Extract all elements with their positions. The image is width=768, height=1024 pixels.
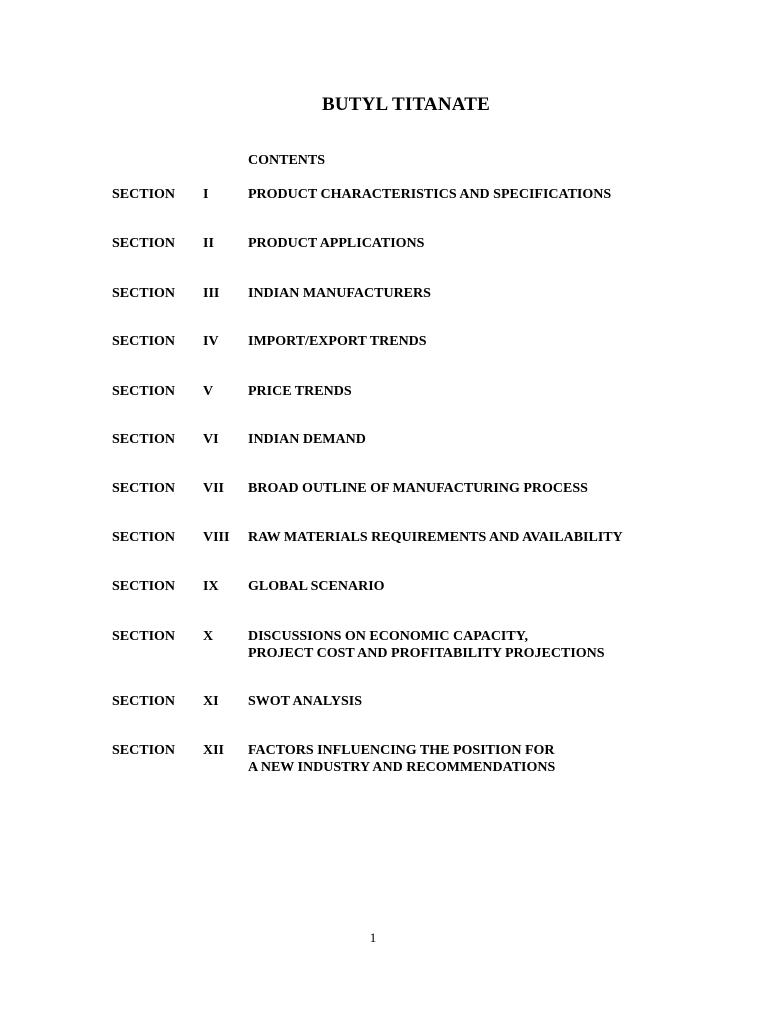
section-numeral: VI bbox=[203, 432, 219, 447]
section-title-line: IMPORT/EXPORT TRENDS bbox=[248, 334, 427, 349]
section-numeral: XI bbox=[203, 694, 219, 709]
section-numeral: V bbox=[203, 384, 214, 399]
section-title-line: A NEW INDUSTRY AND RECOMMENDATIONS bbox=[248, 760, 556, 775]
section-label: SECTION bbox=[112, 432, 176, 447]
section-label: SECTION bbox=[112, 384, 176, 399]
section-label: SECTION bbox=[112, 334, 176, 349]
section-title bbox=[248, 235, 748, 252]
section-numeral: X bbox=[203, 629, 214, 644]
section-label: SECTION bbox=[112, 694, 176, 709]
section-title bbox=[248, 285, 748, 302]
document-title: BUTYL TITANATE bbox=[321, 94, 491, 115]
section-numeral: III bbox=[203, 286, 220, 301]
section-title bbox=[248, 529, 748, 546]
section-title-line: DISCUSSIONS ON ECONOMIC CAPACITY, bbox=[248, 629, 529, 644]
section-numeral: I bbox=[203, 187, 209, 202]
section-title bbox=[248, 333, 748, 350]
section-numeral: XII bbox=[203, 743, 225, 758]
section-label: SECTION bbox=[112, 481, 176, 496]
section-label: SECTION bbox=[112, 579, 176, 594]
section-label: SECTION bbox=[112, 629, 176, 644]
section-numeral: VII bbox=[203, 481, 225, 496]
section-title-line: SWOT ANALYSIS bbox=[248, 694, 363, 709]
section-label: SECTION bbox=[112, 743, 176, 758]
section-title bbox=[248, 186, 748, 203]
section-title bbox=[248, 383, 748, 400]
section-title-line: PRODUCT APPLICATIONS bbox=[248, 236, 425, 251]
page-number: 1 bbox=[369, 930, 377, 945]
section-title-line: FACTORS INFLUENCING THE POSITION FOR bbox=[248, 743, 555, 758]
section-title-line: RAW MATERIALS REQUIREMENTS AND AVAILABILITY bbox=[248, 530, 623, 545]
section-label: SECTION bbox=[112, 236, 176, 251]
section-title bbox=[248, 693, 748, 710]
section-title-line: PROJECT COST AND PROFITABILITY PROJECTIONS bbox=[248, 646, 605, 661]
section-label: SECTION bbox=[112, 286, 176, 301]
section-title bbox=[248, 628, 748, 662]
section-title bbox=[248, 431, 748, 448]
section-title-line: PRODUCT CHARACTERISTICS AND SPECIFICATIONS bbox=[248, 187, 612, 202]
section-title-line: PRICE TRENDS bbox=[248, 384, 352, 399]
contents-heading: CONTENTS bbox=[248, 153, 326, 168]
section-title-line: GLOBAL SCENARIO bbox=[248, 579, 385, 594]
section-label: SECTION bbox=[112, 187, 176, 202]
section-title-line: INDIAN DEMAND bbox=[248, 432, 366, 447]
section-numeral: IV bbox=[203, 334, 219, 349]
section-title bbox=[248, 742, 748, 776]
section-numeral: IX bbox=[203, 579, 219, 594]
section-title bbox=[248, 480, 748, 497]
section-numeral: VIII bbox=[203, 530, 230, 545]
section-title-line: INDIAN MANUFACTURERS bbox=[248, 286, 431, 301]
section-title bbox=[248, 578, 748, 595]
section-numeral: II bbox=[203, 236, 214, 251]
section-label: SECTION bbox=[112, 530, 176, 545]
section-title-line: BROAD OUTLINE OF MANUFACTURING PROCESS bbox=[248, 481, 588, 496]
